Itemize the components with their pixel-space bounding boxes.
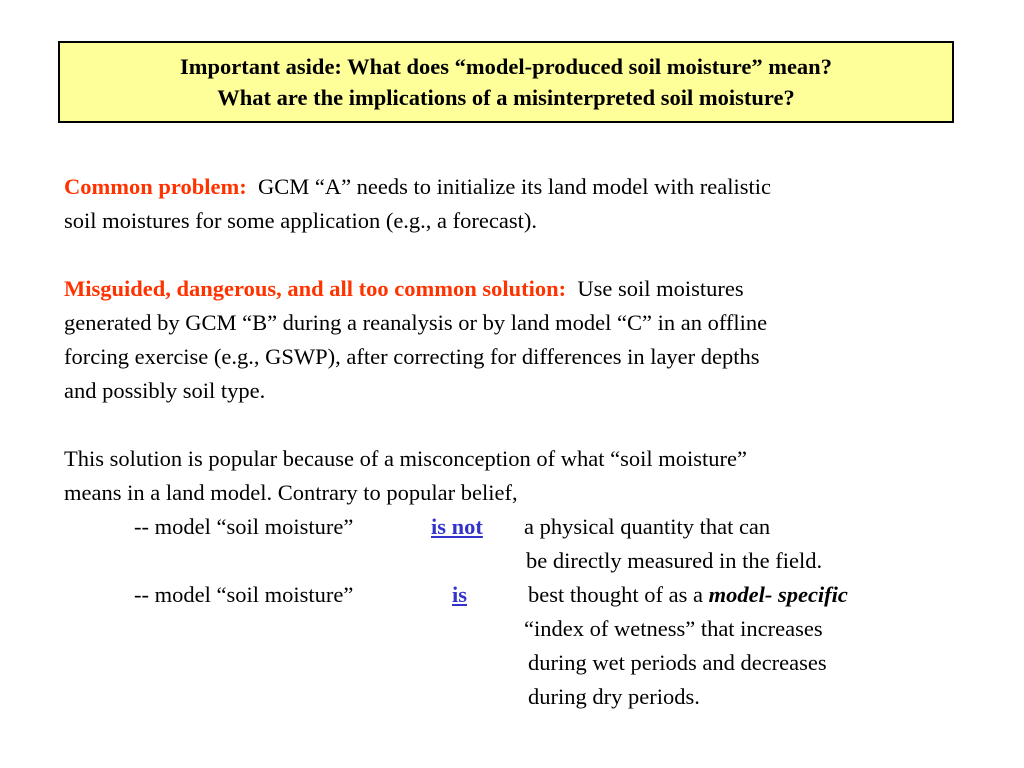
- solution-line-4: and possibly soil type.: [64, 378, 266, 403]
- point-2-row-1: [64, 578, 994, 612]
- problem-label: Common problem:: [64, 174, 247, 199]
- slide-body: [64, 170, 994, 714]
- point-2-row-4: [64, 680, 994, 714]
- solution-label: Misguided, dangerous, and all too common solution:: [64, 276, 567, 301]
- point-1-row-2: [64, 544, 994, 578]
- point-1-prefix: -- model “soil moisture”: [134, 514, 354, 539]
- point-2-row-3: [64, 646, 994, 680]
- spacer: [64, 238, 994, 272]
- point-2-text-1: [528, 578, 848, 612]
- point-2-emphasis: model- specific: [708, 582, 848, 607]
- title-line-2: What are the implications of a misinterpreted soil moisture?: [217, 85, 795, 110]
- title-line-1: Important aside: What does “model-produced soil moisture” mean?: [180, 54, 832, 79]
- title-box: [58, 41, 954, 123]
- point-2-text-1-start: best thought of as a: [528, 582, 703, 607]
- solution-line-1: [64, 272, 994, 306]
- point-1-row-1: [64, 510, 994, 544]
- point-1-text-1: a physical quantity that can: [524, 514, 771, 539]
- solution-text-1: Use soil moistures: [577, 276, 744, 301]
- point-2-prefix: -- model “soil moisture”: [134, 582, 354, 607]
- problem-text-1: GCM “A” needs to initialize its land model with realistic: [257, 174, 771, 199]
- solution-line-2: generated by GCM “B” during a reanalysis or by land model “C” in an offline: [64, 310, 768, 335]
- point-2-row-2: [64, 612, 994, 646]
- point-2-text-3: during wet periods and decreases: [528, 650, 827, 675]
- point-1-text-2: be directly measured in the field.: [526, 548, 823, 573]
- solution-line-3: forcing exercise (e.g., GSWP), after correcting for differences in layer depths: [64, 344, 760, 369]
- explanation-line-1: This solution is popular because of a misconception of what “soil moisture”: [64, 446, 747, 471]
- point-2-text-2: “index of wetness” that increases: [524, 616, 823, 641]
- point-2-text-4: during dry periods.: [528, 684, 700, 709]
- point-2-keyword-link[interactable]: is: [452, 582, 468, 607]
- point-1-keyword-link[interactable]: is not: [431, 514, 483, 539]
- problem-line-1: [64, 170, 994, 204]
- spacer: [64, 408, 994, 442]
- problem-line-2: soil moistures for some application (e.g., a forecast).: [64, 208, 537, 233]
- explanation-line-2: means in a land model. Contrary to popular belief,: [64, 480, 518, 505]
